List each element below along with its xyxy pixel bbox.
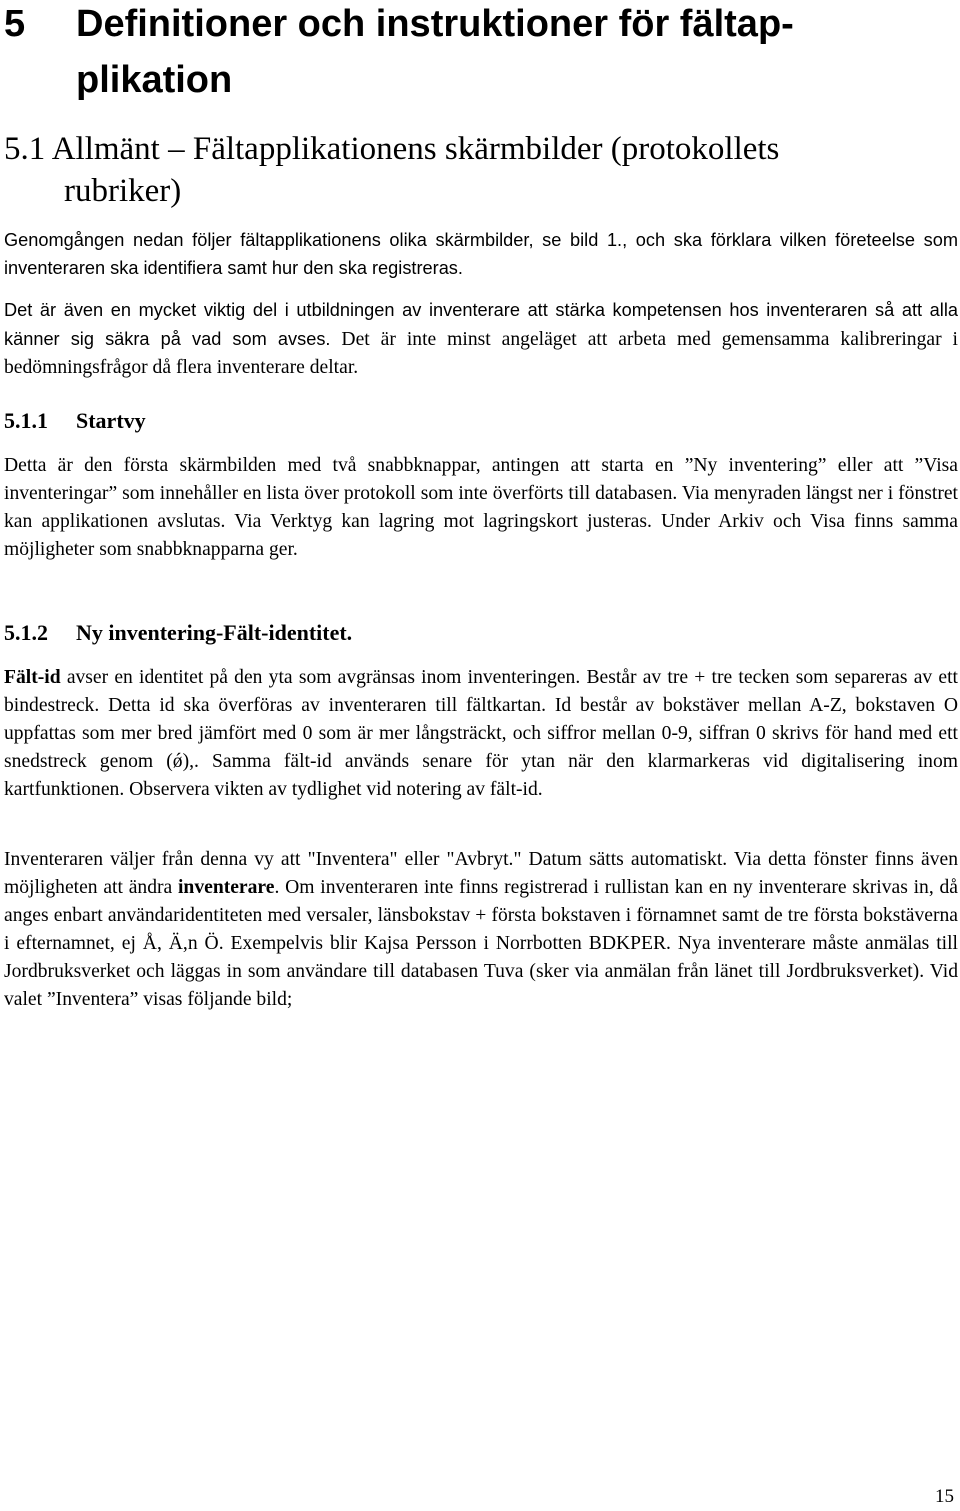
section-heading (4, 128, 954, 212)
inventerare-term: inventerare (177, 877, 275, 898)
section-title-line1: Allmänt – Fältapplikationens skärmbilder (protokollets (51, 131, 780, 167)
intro-paragraph-2-rest: Det är inte minst angeläget att arbeta med gemensamma kalibreringar i bedömningsfrågor då flera inventerare deltar. (4, 329, 958, 378)
intro-paragraph-2-sentence: Det är även en mycket viktig del i utbildningen av inventerare att stärka kompetensen hos inventeraren så att alla känner sig säkra på vad som avses. (4, 300, 958, 349)
intro-paragraph-2 (4, 296, 958, 382)
section-number: 5.1 (4, 131, 46, 167)
subsection-title: Ny inventering-Fält-identitet. (76, 620, 353, 645)
intro-paragraph-1: Genomgången nedan följer fältapplikationens olika skärmbilder, se bild 1., och ska förklara vilken företeelse som inventeraren ska identifiera samt hur den ska registreras. (4, 230, 958, 278)
chapter-heading (4, 0, 954, 108)
chapter-title-line1: Definitioner och instruktioner för fältap- (76, 3, 794, 45)
startvy-paragraph: Detta är den första skärmbilden med två snabbknappar, antingen att starta en ”Ny inventering” eller att ”Visa inventeringar” som innehåller en lista över protokoll som inte överförts till databasen. Via menyraden längst ner i fönstret kan applikationen avslutas. Via Verktyg kan lagring mot lagringskort justeras. Under Arkiv och Visa finns samma möjligheter som snabbknapparna ger. (4, 455, 958, 560)
inventerare-text-b: . Om inventeraren inte finns registrerad i rullistan kan en ny inventerare skrivas in, då anges enbart användaridentiteten med versaler, länsbokstav + första bokstaven i förnamnet samt de tre första bokstäverna i efternamnet, ej Å, Ä,n Ö. Exempelvis blir Kajsa Persson i Norrbotten BDKPER. Nya inventerare måste anmälas till Jordbruksverket och läggas in som användare till databasen Tuva (sker via anmälan från länet till Jordbruksverket). Vid valet ”Inventera” visas följande bild; (4, 877, 958, 1010)
subsection-number: 5.1.1 (4, 408, 48, 433)
page-number: 15 (935, 1486, 954, 1507)
subsection-number: 5.1.2 (4, 620, 48, 645)
chapter-title-line2: plikation (76, 59, 233, 101)
subsection-heading-startvy (4, 406, 146, 436)
falt-id-term: Fält-id (4, 667, 61, 688)
chapter-number: 5 (4, 3, 26, 45)
falt-id-description: avser en identitet på den yta som avgränsas inom inventeringen. Består av tre + tre tecken som separeras av ett bindestreck. Detta id ska överföras av inventeraren till fältkartan. Id består av bokstäver mellan A-Z, bokstaven O uppfattas som mer bred jämfört med 0 som är mer långsträckt, och siffror mellan 0-9, siffran 0 skrivs för hand med ett snedstreck genom (ǿ),. Samma fält-id används senare för ytan när den klarmarkeras vid digitalisering inom kartfunktionen. Observera vikten av tydlighet vid notering av fält-id. (4, 667, 958, 800)
subsection-heading-falt-id (4, 618, 352, 648)
inventerare-text-a: Inventeraren väljer från denna vy att "Inventera" eller "Avbryt." Datum sätts automatiskt. Via detta fönster finns även möjligheten att ändra (4, 849, 958, 898)
section-title-line2: rubriker) (64, 173, 182, 209)
subsection-title: Startvy (76, 408, 146, 433)
inventerare-paragraph (4, 846, 958, 1014)
falt-id-paragraph (4, 664, 958, 804)
